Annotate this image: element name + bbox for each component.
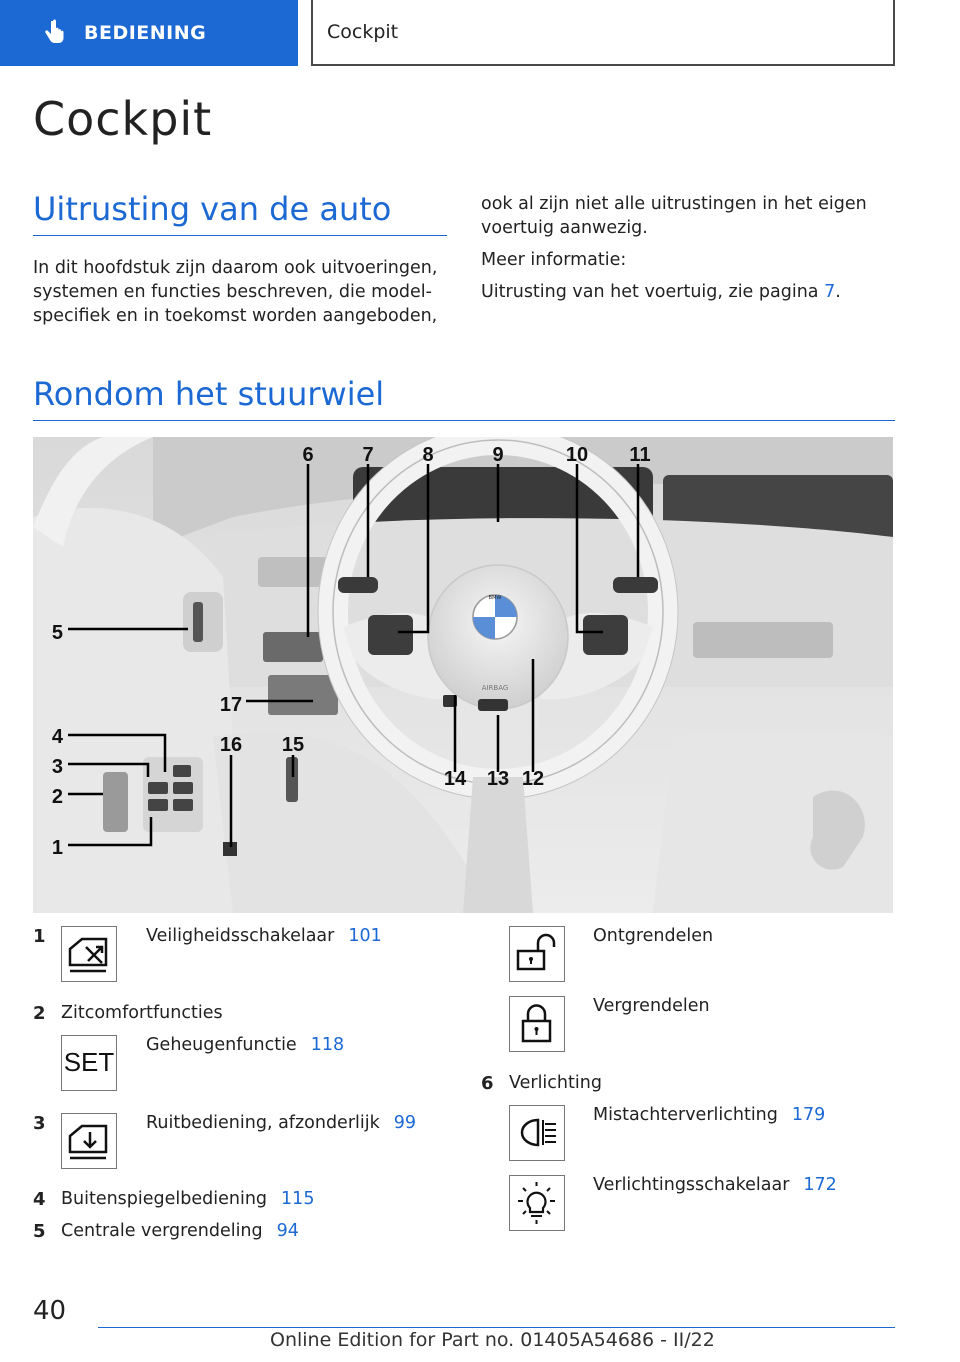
page-link-99[interactable]: 99	[393, 1113, 417, 1133]
equipment-paragraph-2: ook al zijn niet alle uitrustingen in het eigen voertuig aanwezig.	[481, 194, 867, 238]
item-number-5: 5	[33, 1221, 46, 1242]
item-number-3: 3	[33, 1113, 46, 1134]
equipment-paragraph-1: In dit hoofdstuk zijn daarom ook uitvoeringen, systemen en functies beschreven, die model-specifiek en in toekomst worden aangeboden,	[33, 258, 438, 326]
item-number-4: 4	[33, 1189, 46, 1210]
callout-1: 1	[51, 837, 63, 859]
list-item-lighting: Verlichting	[509, 1073, 602, 1093]
item-number-6: 6	[481, 1073, 494, 1094]
list-item-mirror-control: Buitenspiegelbediening 115	[61, 1189, 315, 1209]
airbag-label: AIRBAG	[481, 684, 509, 692]
page-link-94[interactable]: 94	[276, 1221, 299, 1241]
window-safety-switch-icon	[61, 926, 117, 982]
callout-6: 6	[302, 444, 314, 466]
callout-5: 5	[51, 622, 63, 644]
callout-11: 11	[629, 444, 651, 466]
page-title: Cockpit	[33, 92, 213, 146]
item-number-1: 1	[33, 926, 46, 947]
list-item-lock: Vergrendelen	[593, 996, 710, 1016]
callout-16: 16	[219, 734, 243, 756]
rear-fog-light-icon	[509, 1105, 565, 1161]
callout-2: 2	[51, 786, 63, 808]
page-link-115[interactable]: 115	[281, 1189, 315, 1209]
item-number-2: 2	[33, 1003, 46, 1024]
cockpit-illustration	[33, 437, 893, 913]
page-link-172[interactable]: 172	[803, 1175, 837, 1195]
callout-12: 12	[521, 768, 545, 790]
callout-13: 13	[486, 768, 510, 790]
callout-3: 3	[51, 756, 63, 778]
list-item-memory: Geheugenfunctie 118	[146, 1035, 345, 1055]
lock-icon	[509, 996, 565, 1052]
callout-14: 14	[443, 768, 467, 790]
callout-9: 9	[492, 444, 504, 466]
list-item-seat-comfort: Zitcomfortfuncties	[61, 1003, 223, 1023]
window-control-icon	[61, 1113, 117, 1169]
set-memory-icon: SET	[61, 1035, 117, 1091]
list-item-light-switch: Verlichtingsschakelaar 172	[593, 1175, 837, 1195]
page-link-101[interactable]: 101	[348, 926, 382, 946]
equipment-text-col1	[33, 256, 453, 336]
page-link-7[interactable]: 7	[824, 282, 836, 302]
list-item-window-control: Ruitbediening, afzonderlijk 99	[146, 1113, 417, 1133]
list-item-rear-fog: Mistachterverlichting 179	[593, 1105, 826, 1125]
callout-4: 4	[51, 726, 63, 748]
section-rule	[33, 235, 447, 236]
cockpit-drawing	[33, 437, 893, 913]
section-title-equipment: Uitrusting van de auto	[33, 190, 392, 228]
footer-rule	[98, 1327, 895, 1328]
list-item-safety-switch: Veiligheidsschakelaar 101	[146, 926, 382, 946]
callout-17: 17	[219, 694, 243, 716]
callout-10: 10	[565, 444, 589, 466]
callout-15: 15	[281, 734, 305, 756]
hand-pointer-icon	[38, 18, 68, 48]
equipment-paragraph-4: Uitrusting van het voertuig, zie pagina 7.	[481, 282, 841, 302]
equipment-text-col2	[481, 192, 881, 312]
light-switch-icon	[509, 1175, 565, 1231]
unlock-icon	[509, 926, 565, 982]
list-item-central-locking: Centrale vergrendeling 94	[61, 1221, 299, 1241]
chapter-label: Cockpit	[327, 21, 399, 43]
bmw-badge-text: BMW	[488, 595, 502, 601]
edition-footer: Online Edition for Part no. 01405A54686 - II/22	[270, 1329, 715, 1351]
list-item-unlock: Ontgrendelen	[593, 926, 714, 946]
callout-8: 8	[422, 444, 434, 466]
callout-7: 7	[362, 444, 374, 466]
equipment-paragraph-3: Meer informatie:	[481, 250, 627, 270]
chapter-tab	[311, 0, 895, 66]
section-label: BEDIENING	[84, 22, 207, 44]
section-rule	[33, 420, 895, 421]
section-title-steering-wheel: Rondom het stuurwiel	[33, 375, 385, 413]
page-number: 40	[33, 1296, 67, 1326]
page-link-179[interactable]: 179	[791, 1105, 826, 1125]
page-link-118[interactable]: 118	[310, 1035, 345, 1055]
section-tab	[0, 0, 298, 66]
